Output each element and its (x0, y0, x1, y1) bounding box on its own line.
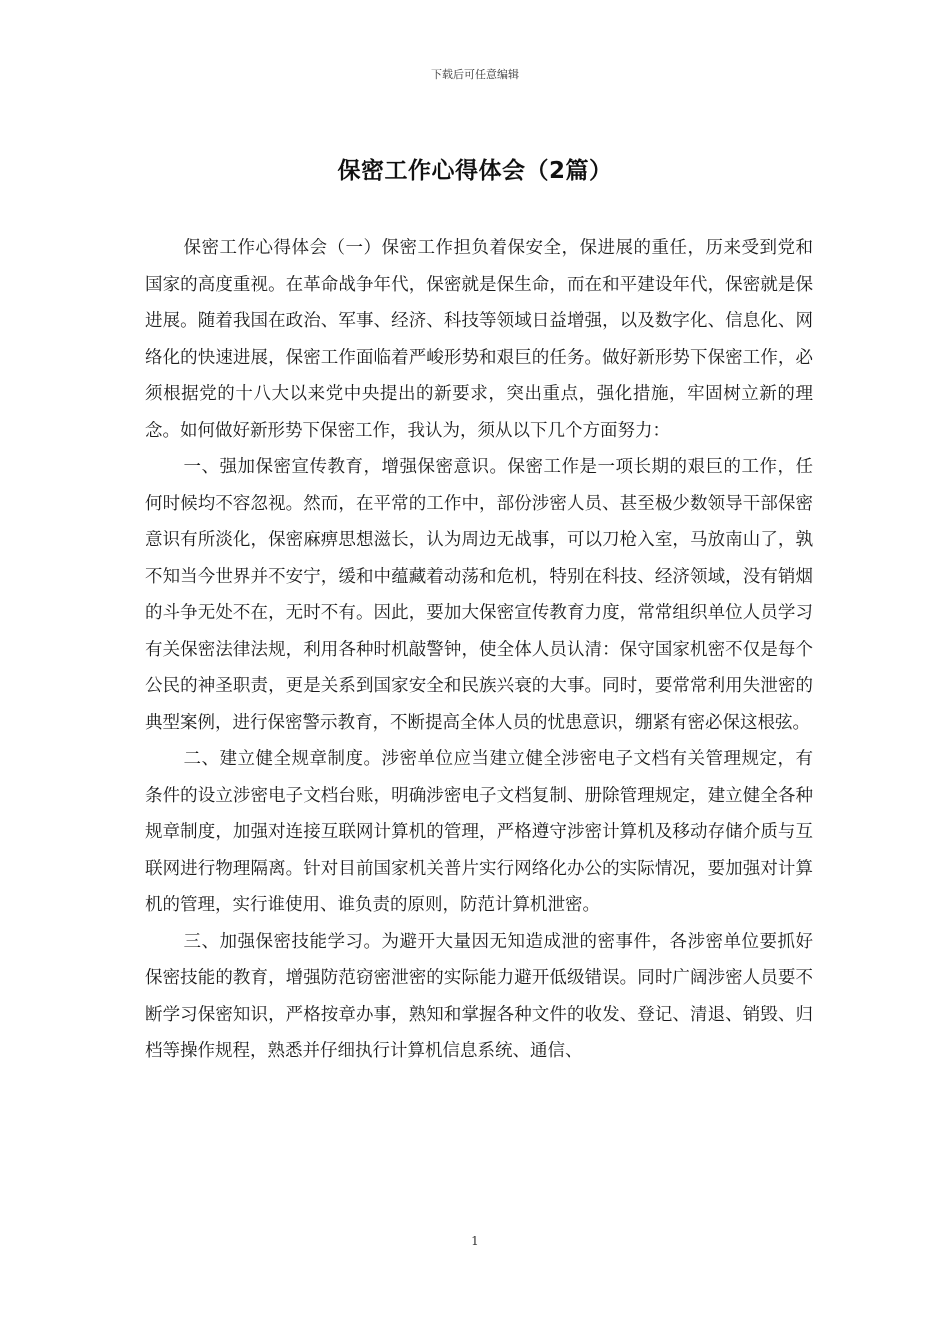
document-body (145, 230, 813, 1070)
paragraph-section-2: 二、建立健全规章制度。涉密单位应当建立健全涉密电子文档有关管理规定，有条件的设立涉密电子文档台账，明确涉密电子文档复制、册除管理规定，建立健全各种规章制度，加强对连接互联网计算机的管理，严格遵守涉密计算机及移动存储介质与互联网进行物理隔离。针对目前国家机关普片实行网络化办公的实际情况，要加强对计算机的管理，实行谁使用、谁负责的原则，防范计算机泄密。 (145, 749, 813, 915)
page-number: 1 (471, 1234, 479, 1248)
paragraph-intro: 保密工作心得体会（一）保密工作担负着保安全，保进展的重任，历来受到党和国家的高度重视。在革命战争年代，保密就是保生命，而在和平建设年代，保密就是保进展。随着我国在政治、军事、经济、科技等领域日益增强，以及数字化、信息化、网络化的快速进展，保密工作面临着严峻形势和艰巨的任务。做好新形势下保密工作，必须根据党的十八大以来党中央提出的新要求，突出重点，强化措施，牢固树立新的理念。如何做好新形势下保密工作，我认为，须从以下几个方面努力： (145, 238, 813, 441)
document-title: 保密工作心得体会（2篇） (337, 158, 613, 184)
header-note: 下载后可任意编辑 (431, 68, 519, 81)
paragraph-section-1: 一、强加保密宣传教育，增强保密意识。保密工作是一项长期的艰巨的工作，任何时候均不容忽视。然而，在平常的工作中，部份涉密人员、甚至极少数领导干部保密意识有所淡化，保密麻痹思想滋长，认为周边无战事，可以刀枪入室，马放南山了，孰不知当今世界并不安宁，缓和中蕴藏着动荡和危机，特别在科技、经济领域，没有销烟的斗争无处不在，无时不有。因此，要加大保密宣传教育力度，常常组织单位人员学习有关保密法律法规，利用各种时机敲警钟，使全体人员认清：保守国家机密不仅是每个公民的神圣职责，更是关系到国家安全和民族兴衰的大事。同时，要常常利用失泄密的典型案例，进行保密警示教育，不断提高全体人员的忧患意识，绷紧有密必保这根弦。 (145, 457, 813, 733)
paragraph-section-3: 三、加强保密技能学习。为避开大量因无知造成泄的密事件，各涉密单位要抓好保密技能的教育，增强防范窃密泄密的实际能力避开低级错误。同时广阔涉密人员要不断学习保密知识，严格按章办事，熟知和掌握各种文件的收发、登记、清退、销毁、归档等操作规程，熟悉并仔细执行计算机信息系统、通信、 (145, 931, 813, 1061)
